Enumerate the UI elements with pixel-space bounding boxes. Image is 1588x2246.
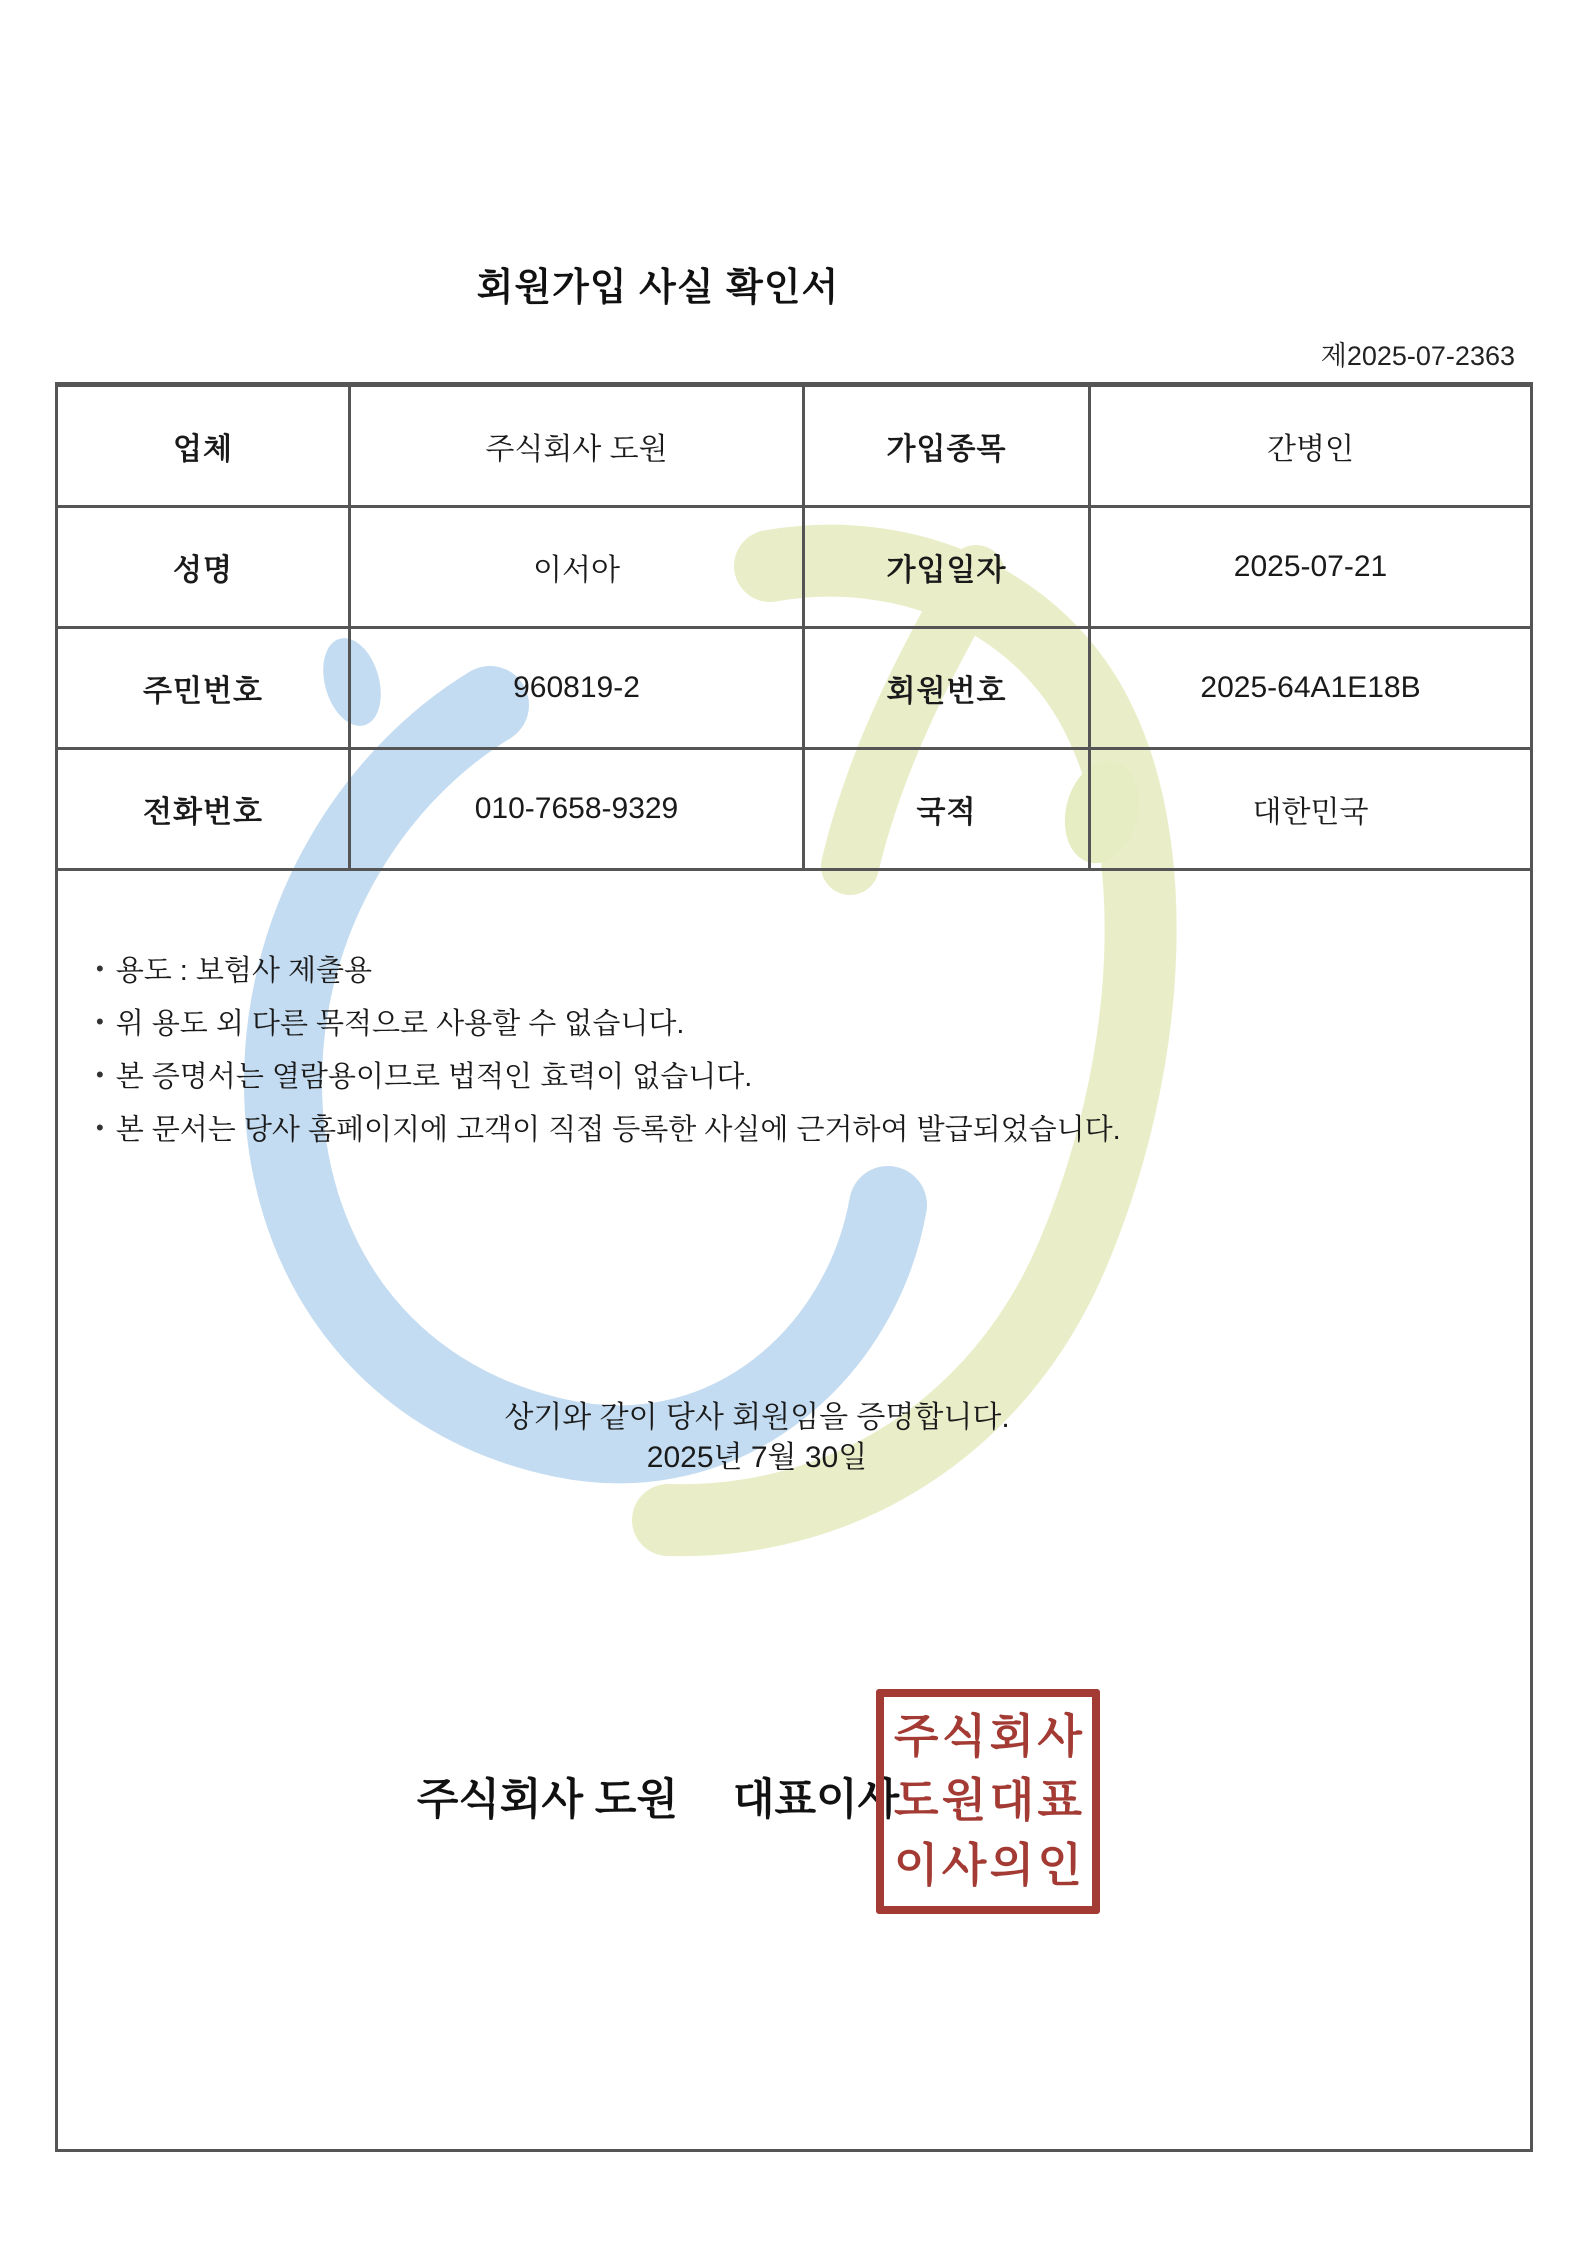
issuer-company-name: 주식회사 도원 [416, 1776, 679, 1824]
table-label-member-number: 회원번호 [802, 629, 1088, 750]
certification-statement: 상기와 같이 당사 회원임을 증명합니다. [504, 1401, 1010, 1434]
member-info-table [58, 387, 1530, 871]
table-label-join-date: 가입일자 [802, 508, 1088, 629]
table-value-category: 간병인 [1088, 387, 1530, 508]
note-text: 위 용도 외 다른 목적으로 사용할 수 없습니다. [115, 1008, 685, 1040]
table-value-phone: 010-7658-9329 [348, 750, 802, 871]
certification-date: 2025년 7월 30일 [646, 1441, 868, 1474]
corporate-seal [876, 1689, 1100, 1914]
document-title: 회원가입 사실 확인서 [476, 267, 840, 309]
seal-text-row: 주 식 회 사 [894, 1711, 1082, 1763]
table-label-name: 성명 [58, 508, 348, 629]
note-text: 용도 : 보험사 제출용 [115, 955, 373, 987]
note-legal-effect [96, 1054, 752, 1095]
seal-text-row: 도 원 대 표 [894, 1775, 1082, 1827]
certification-block [57, 1398, 1457, 1478]
bullet-icon: • [96, 1008, 104, 1034]
document-number: 제2025-07-2363 [1320, 341, 1515, 371]
table-label-phone: 전화번호 [58, 750, 348, 871]
table-value-join-date: 2025-07-21 [1088, 508, 1530, 629]
issuer-line [0, 1774, 1316, 1826]
bullet-icon: • [96, 1114, 104, 1140]
note-source [96, 1107, 1121, 1148]
bullet-icon: • [96, 955, 104, 981]
table-value-member-number: 2025-64A1E18B [1088, 629, 1530, 750]
bullet-icon: • [96, 1061, 104, 1087]
table-label-resident-id: 주민번호 [58, 629, 348, 750]
note-text: 본 증명서는 열람용이므로 법적인 효력이 없습니다. [115, 1061, 753, 1093]
table-label-nationality: 국적 [802, 750, 1088, 871]
document-frame [55, 382, 1533, 2152]
issuer-ceo-title: 대표이사 [733, 1776, 900, 1824]
table-label-company: 업체 [58, 387, 348, 508]
table-value-nationality: 대한민국 [1088, 750, 1530, 871]
seal-text-row: 이 사 의 인 [894, 1839, 1082, 1891]
note-text: 본 문서는 당사 홈페이지에 고객이 직접 등록한 사실에 근거하여 발급되었습니다. [115, 1114, 1121, 1146]
table-label-category: 가입종목 [802, 387, 1088, 508]
note-restriction [96, 1001, 684, 1042]
note-purpose [96, 948, 372, 989]
table-value-resident-id: 960819-2 [348, 629, 802, 750]
table-value-company: 주식회사 도원 [348, 387, 802, 508]
table-value-name: 이서아 [348, 508, 802, 629]
